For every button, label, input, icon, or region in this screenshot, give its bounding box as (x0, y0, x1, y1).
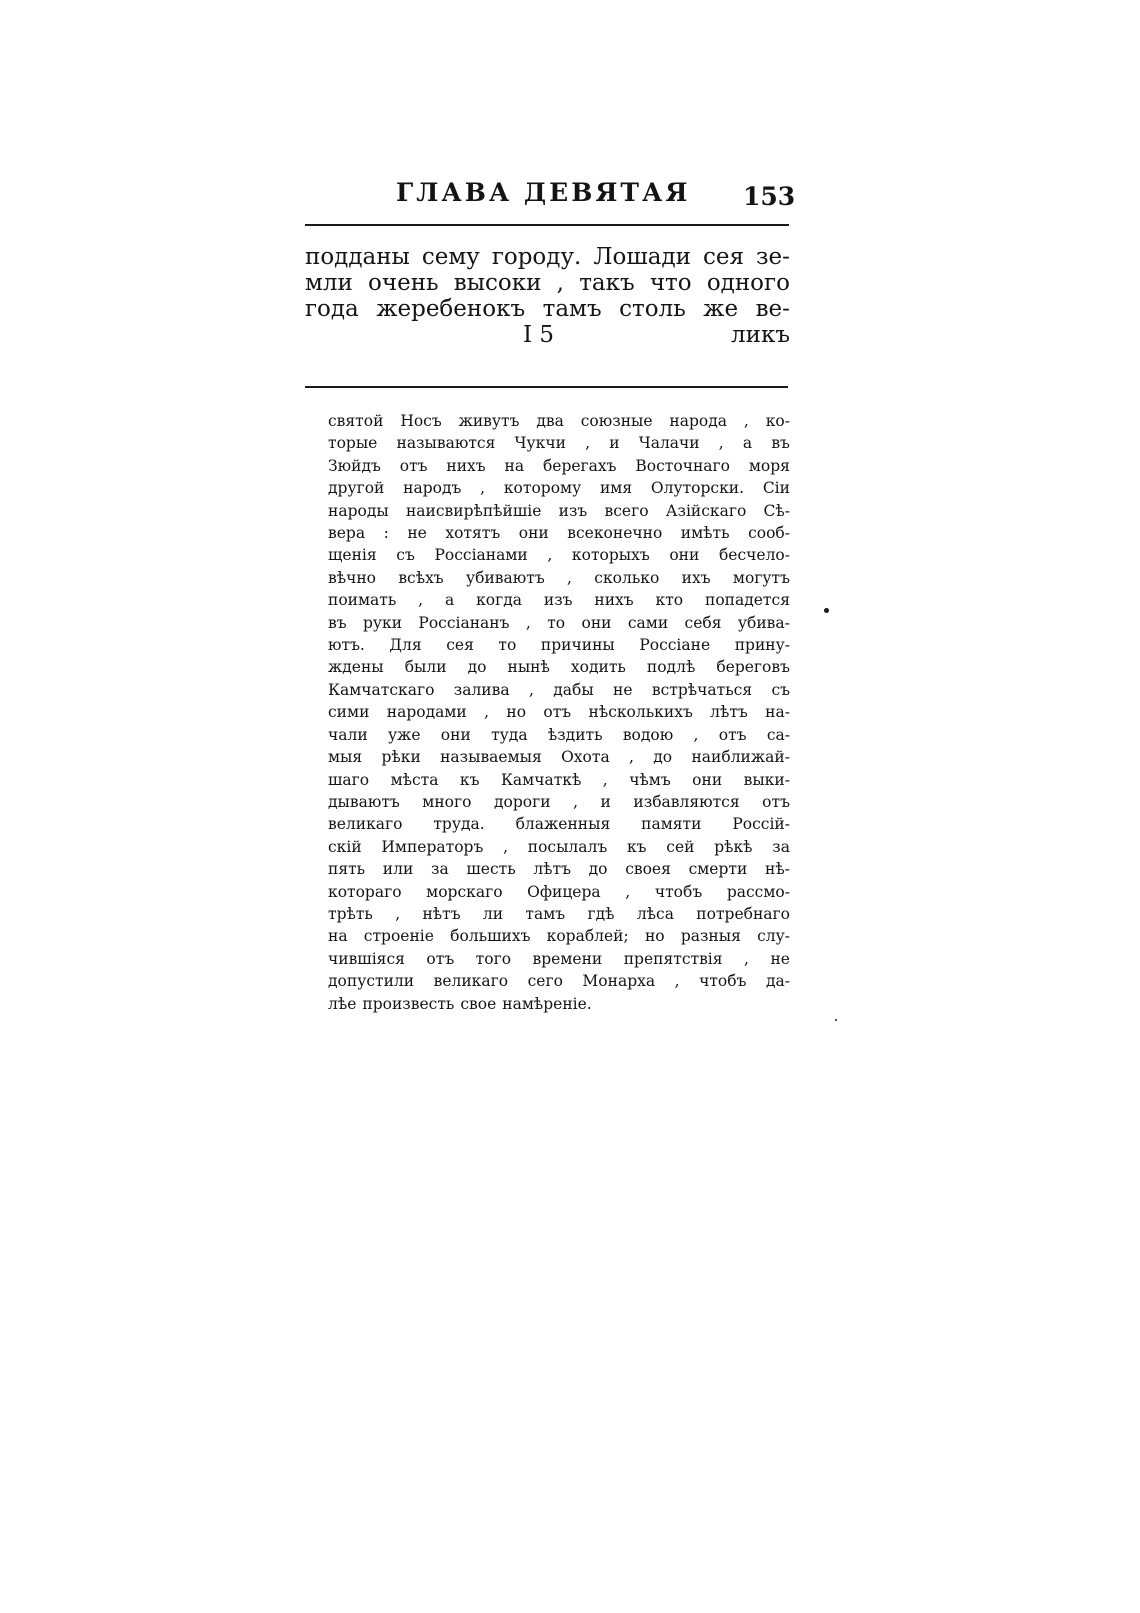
word: Императоръ (381, 837, 484, 856)
word: высоки (453, 270, 542, 296)
word: , (602, 770, 608, 789)
footnote-line (328, 679, 790, 701)
word: сея (446, 636, 474, 655)
word: тамъ (542, 296, 602, 322)
word: всеконечно (567, 524, 663, 543)
word: Сіи (762, 479, 790, 498)
word: наисвирѣпѣйшіе (405, 501, 542, 520)
word: избавляются (633, 792, 740, 811)
word: не (407, 524, 427, 543)
word: труда. (433, 815, 485, 834)
footnote-text (328, 410, 790, 1015)
word: , (674, 972, 680, 991)
word: ко- (765, 412, 790, 430)
word: нынѣ (507, 658, 550, 677)
word: нихъ (446, 456, 486, 475)
word: , (629, 748, 634, 767)
footnote-line (328, 881, 790, 903)
footnote-line (328, 813, 790, 835)
word: то (498, 636, 517, 655)
word: отъ (762, 792, 790, 811)
word: сего (527, 972, 563, 991)
word: сооб- (748, 524, 790, 543)
word: съ (396, 546, 415, 565)
word: , (547, 546, 553, 565)
word: торые (328, 434, 378, 453)
word: нѣ- (764, 860, 790, 879)
word: изъ (543, 591, 573, 610)
word: они (581, 613, 612, 632)
footnote-line (328, 993, 790, 1015)
word: же (703, 296, 739, 322)
word: къ (626, 837, 647, 856)
word: Олуторски. (650, 479, 745, 498)
word: , (625, 882, 631, 901)
word: великаго (328, 815, 403, 834)
word: поимать (328, 591, 397, 610)
word: чѣмъ (629, 770, 671, 789)
word: Россіанами (434, 546, 528, 565)
footnote-line (328, 701, 790, 723)
ink-dot (824, 608, 829, 613)
word: Чукчи (514, 434, 566, 453)
word: ютъ. (328, 636, 365, 655)
word: лѣе (328, 994, 357, 1013)
footnote-line (328, 791, 790, 813)
word: ихъ (681, 568, 711, 587)
word: , (744, 949, 749, 968)
word: что (649, 270, 692, 296)
main-text (305, 244, 790, 348)
word: одного (706, 270, 790, 296)
word: водою (622, 725, 674, 744)
word: на- (765, 703, 790, 722)
word: залива (453, 680, 510, 699)
word: сему (421, 244, 480, 270)
word: моря (748, 456, 790, 475)
word: народами (386, 703, 467, 722)
word: лѣтъ (533, 860, 571, 879)
word: руки (362, 613, 403, 632)
footnote-line (328, 746, 790, 768)
word: Для (389, 636, 422, 655)
word: , (525, 613, 531, 632)
word: Охота (561, 748, 610, 767)
word: года (305, 296, 359, 322)
word: тамъ (525, 904, 566, 923)
word: Офицера (527, 882, 601, 901)
footnote-line (328, 925, 790, 947)
word: произвесть (362, 994, 455, 1013)
word: сей (666, 837, 695, 856)
word: они (440, 725, 471, 744)
word: , (573, 792, 579, 811)
word: пять (328, 860, 366, 879)
text-line (305, 270, 790, 296)
word: бесчело- (718, 546, 790, 565)
word: Россіане (639, 636, 711, 655)
word: были (404, 658, 447, 677)
word: убиваютъ (466, 568, 545, 587)
word: которыхъ (571, 546, 650, 565)
word: лѣса (636, 904, 674, 923)
ink-speck (835, 1019, 837, 1021)
word: , (480, 479, 486, 498)
word: всего (604, 501, 649, 520)
word: великаго (433, 972, 509, 991)
footnote-line (328, 500, 790, 522)
word: Носъ (400, 412, 442, 430)
word: а (444, 591, 455, 610)
word: но (644, 927, 665, 946)
footnote-line (328, 970, 790, 992)
footnote-line (328, 432, 790, 454)
word: когда (476, 591, 523, 610)
word: рассмо- (726, 882, 790, 901)
word: подлѣ (646, 658, 696, 677)
word: Камчаткѣ (500, 770, 582, 789)
word: Камчатскаго (328, 680, 435, 699)
word: народа (669, 412, 728, 430)
footnote-line (328, 724, 790, 746)
word: потребнаго (696, 904, 790, 923)
word: , (567, 568, 572, 587)
word: трѣть (328, 904, 373, 923)
word: столь (619, 296, 686, 322)
footnote-line (328, 455, 790, 477)
word: свое (460, 994, 497, 1013)
word: мли (305, 270, 353, 296)
word: чтобъ (654, 882, 703, 901)
footnote-line (328, 836, 790, 858)
word: мѣста (390, 770, 439, 789)
word: блаженныя (515, 815, 611, 834)
word: шаго (328, 770, 370, 789)
word: скій (328, 837, 362, 856)
word: сея (702, 244, 744, 270)
word: Лошади (593, 244, 691, 270)
word: много (422, 792, 472, 811)
word: рѣки (381, 748, 421, 767)
word: , (528, 680, 534, 699)
word: Азійскаго (665, 501, 747, 520)
word: дороги (493, 792, 551, 811)
word: имя (599, 479, 633, 498)
word: но (506, 703, 527, 722)
word: сами (627, 613, 669, 632)
word: выки- (743, 770, 790, 789)
footnote-line (328, 903, 790, 925)
page-number: 153 (743, 182, 796, 211)
word: за (772, 837, 790, 856)
word: въ (771, 434, 790, 453)
signature-mark: I 5 (523, 322, 555, 348)
word: разныя (680, 927, 741, 946)
word: мыя (328, 748, 363, 767)
word: городу. (491, 244, 582, 270)
running-head: ГЛАВА ДЕВЯТАЯ (396, 178, 691, 207)
word: народы (328, 501, 389, 520)
word: лѣтъ (710, 703, 748, 722)
word: до (588, 860, 608, 879)
word: чали (328, 725, 368, 744)
footnote-line (328, 589, 790, 611)
word: святой (328, 412, 384, 430)
word: своея (625, 860, 671, 879)
catchword: ликъ (731, 322, 790, 348)
word: , (718, 434, 724, 453)
word: дабы (553, 680, 594, 699)
text-line (305, 244, 790, 270)
word: котораго (328, 882, 402, 901)
word: наиближай- (691, 748, 790, 767)
word: которому (503, 479, 582, 498)
footnote-line (328, 858, 790, 880)
footnote-line (328, 634, 790, 656)
word: нѣсколькихъ (588, 703, 693, 722)
footnote-line (328, 522, 790, 544)
word: они (692, 770, 723, 789)
word: смерти (688, 860, 748, 879)
word: встрѣчаться (651, 680, 753, 699)
word: такъ (579, 270, 635, 296)
word: хотятъ (445, 524, 501, 543)
word: на (504, 456, 525, 475)
footnote-line (328, 612, 790, 634)
word: береговъ (716, 658, 790, 677)
word: попадется (704, 591, 790, 610)
word: ѣздить (547, 725, 603, 744)
word: туда (491, 725, 528, 744)
word: они (518, 524, 549, 543)
word: посылалъ (527, 837, 608, 856)
word: ве- (755, 296, 790, 322)
word: : (383, 524, 389, 543)
word: а (742, 434, 753, 453)
footnote-line (328, 477, 790, 499)
header-rule (305, 224, 789, 226)
word: строеніе (363, 927, 434, 946)
word: то (547, 613, 566, 632)
word: изъ (558, 501, 588, 520)
word: въ (328, 613, 347, 632)
word: вѣчно (328, 568, 376, 587)
word: другой (328, 479, 385, 498)
word: нихъ (594, 591, 634, 610)
word: очень (368, 270, 439, 296)
word: могутъ (732, 568, 790, 587)
word: отъ (399, 456, 428, 475)
word: ждены (328, 658, 384, 677)
word: называются (396, 434, 496, 453)
word: всѣхъ (398, 568, 444, 587)
word: , (693, 725, 699, 744)
word: кораблей; (546, 927, 629, 946)
text-line (305, 296, 790, 322)
word: Сѣ- (763, 501, 790, 520)
word: намѣреніе. (502, 994, 592, 1013)
word: берегахъ (542, 456, 617, 475)
word: нѣтъ (422, 904, 461, 923)
word: отъ (543, 703, 572, 722)
footnote-line (328, 948, 790, 970)
word: допустили (328, 972, 415, 991)
word: и (600, 792, 611, 811)
footnote-line (328, 567, 790, 589)
word: , (556, 270, 564, 296)
word: отъ (718, 725, 747, 744)
word: , (484, 703, 490, 722)
word: Россій- (732, 815, 790, 834)
word: до (467, 658, 487, 677)
word: слу- (757, 927, 790, 946)
word: причины (540, 636, 615, 655)
word: на (328, 927, 348, 946)
word: Россіананъ (418, 613, 510, 632)
word: зе- (756, 244, 790, 270)
word: сими (328, 703, 370, 722)
word: уже (387, 725, 421, 744)
word: отъ (426, 949, 455, 968)
word: препятствія (623, 949, 723, 968)
word: да- (765, 972, 790, 991)
word: большихъ (450, 927, 531, 946)
word: , (743, 412, 749, 430)
word: жеребенокъ (376, 296, 526, 322)
word: рѣкѣ (714, 837, 753, 856)
word: Монарха (582, 972, 656, 991)
word: подданы (305, 244, 410, 270)
word: са- (766, 725, 790, 744)
footnote-rule (305, 386, 788, 388)
word: народъ (403, 479, 462, 498)
footnote-line (328, 544, 790, 566)
word: убива- (737, 613, 790, 632)
word: ли (482, 904, 504, 923)
word: дываютъ (328, 792, 400, 811)
word: до (653, 748, 673, 767)
word: чтобъ (699, 972, 747, 991)
word: они (669, 546, 700, 565)
word: кто (655, 591, 684, 610)
word: Чалачи (638, 434, 700, 453)
word: съ (771, 680, 790, 699)
word: , (585, 434, 591, 453)
word: ходить (570, 658, 626, 677)
word: , (418, 591, 424, 610)
word: Зюйдъ (328, 456, 381, 475)
word: памяти (641, 815, 702, 834)
word: , (503, 837, 509, 856)
word: чившіяся (328, 949, 405, 968)
word: , (395, 904, 401, 923)
word: и (609, 434, 620, 453)
word: себя (684, 613, 722, 632)
word: морскаго (426, 882, 503, 901)
word: къ (459, 770, 480, 789)
word: сколько (594, 568, 660, 587)
footnote-line (328, 769, 790, 791)
signature-line (305, 322, 790, 348)
footnote-line (328, 410, 790, 432)
word: имѣть (680, 524, 730, 543)
word: гдѣ (587, 904, 615, 923)
word: шесть (466, 860, 516, 879)
word: прину- (734, 636, 790, 655)
word: союзные (580, 412, 653, 430)
word: того (475, 949, 512, 968)
word: вера (328, 524, 366, 543)
word: не (770, 949, 790, 968)
word: за (430, 860, 449, 879)
word: щенія (328, 546, 377, 565)
word: Восточнаго (635, 456, 730, 475)
word: два (536, 412, 564, 430)
word: не (613, 680, 633, 699)
word: времени (532, 949, 603, 968)
word: или (382, 860, 414, 879)
word: называемыя (440, 748, 542, 767)
word: живутъ (458, 412, 520, 430)
footnote-line (328, 656, 790, 678)
